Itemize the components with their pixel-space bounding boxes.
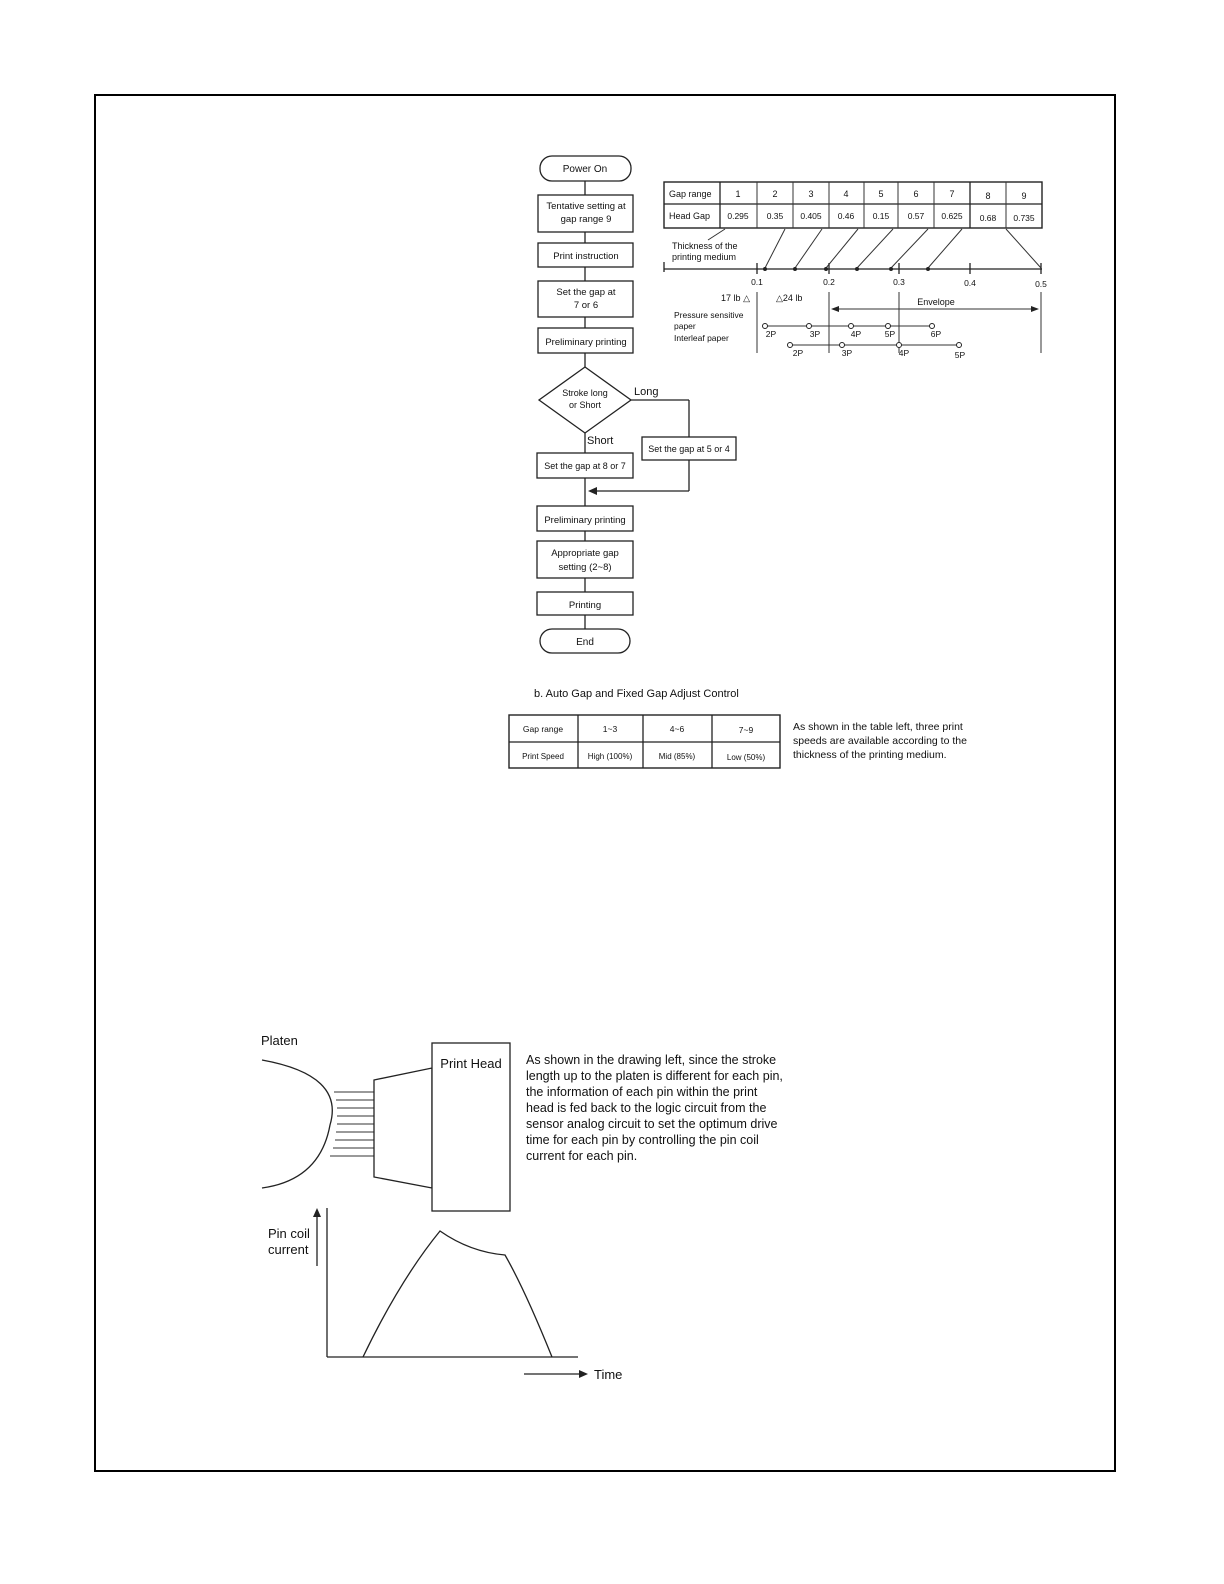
speed-table-row-label: Print Speed bbox=[522, 752, 564, 761]
gap-range-cell: 2 bbox=[772, 189, 778, 199]
flow-printing: Printing bbox=[568, 600, 602, 611]
speed-note-line: thickness of the printing medium. bbox=[793, 749, 947, 761]
y-axis-arrow bbox=[313, 1208, 321, 1217]
speed-table-value: Low (50%) bbox=[726, 753, 766, 762]
thickness-scale bbox=[664, 229, 1047, 360]
flow-short-label: Short bbox=[587, 435, 614, 447]
print-head-desc-line: head is fed back to the logic circuit from the bbox=[526, 1101, 767, 1115]
speed-table-header: 4~6 bbox=[669, 724, 685, 734]
flow-preliminary-2: Preliminary printing bbox=[544, 515, 626, 526]
head-gap-cell: 0.68 bbox=[979, 213, 997, 223]
thickness-label-line2: printing medium bbox=[672, 252, 737, 262]
pressure-part-label: 5P bbox=[884, 329, 896, 339]
time-arrow bbox=[579, 1370, 588, 1378]
scale-tick: 0.5 bbox=[1035, 279, 1047, 289]
gap-range-cell: 1 bbox=[735, 189, 741, 199]
platen-shape bbox=[262, 1060, 332, 1188]
paper-24lb-label: △24 lb bbox=[776, 293, 803, 303]
media-label-paper: paper bbox=[674, 321, 696, 331]
flow-appropriate-line1: Appropriate gap bbox=[551, 548, 619, 559]
interleaf-part-label: 2P bbox=[792, 348, 804, 358]
flow-preliminary-1: Preliminary printing bbox=[545, 337, 627, 348]
gap-range-cell: 3 bbox=[808, 189, 814, 199]
section-b-title: b. Auto Gap and Fixed Gap Adjust Control bbox=[534, 688, 739, 700]
pressure-part-label: 3P bbox=[809, 329, 821, 339]
scale-tick: 0.2 bbox=[823, 277, 835, 287]
thickness-label-line1: Thickness of the bbox=[672, 241, 738, 251]
graph-y-label-line1: Pin coil bbox=[268, 1226, 310, 1241]
flow-decision-line2: or Short bbox=[568, 400, 602, 410]
print-head-desc-line: time for each pin by controlling the pin coil bbox=[526, 1133, 759, 1147]
flow-tentative-line2: gap range 9 bbox=[560, 214, 612, 225]
gap-table bbox=[664, 182, 1042, 228]
speed-note-line: As shown in the table left, three print bbox=[793, 721, 963, 733]
flow-start-label: Power On bbox=[562, 164, 608, 175]
flow-set-gap-7-6-line2: 7 or 6 bbox=[573, 300, 599, 311]
graph-x-label: Time bbox=[594, 1367, 623, 1382]
speed-note-line: speeds are available according to the bbox=[793, 735, 967, 747]
head-gap-cell: 0.295 bbox=[727, 211, 749, 221]
print-head-label: Print Head bbox=[440, 1056, 502, 1071]
print-head-desc-line: length up to the platen is different for each pin, bbox=[526, 1069, 783, 1083]
print-head-desc-line: current for each pin. bbox=[526, 1149, 638, 1163]
flow-long-label: Long bbox=[634, 386, 659, 398]
flow-end-label: End bbox=[576, 637, 594, 648]
gap-table-row-label-range: Gap range bbox=[669, 189, 712, 199]
pressure-part-label: 4P bbox=[850, 329, 862, 339]
gap-table-row-label-headgap: Head Gap bbox=[669, 211, 711, 221]
media-label-interleaf: Interleaf paper bbox=[674, 333, 729, 343]
head-gap-cell: 0.57 bbox=[907, 211, 925, 221]
flow-print-instruction: Print instruction bbox=[553, 251, 619, 262]
print-head-desc-line: As shown in the drawing left, since the stroke bbox=[526, 1053, 777, 1067]
head-gap-cell: 0.35 bbox=[766, 211, 784, 221]
speed-table-header: 7~9 bbox=[738, 725, 754, 735]
speed-table-header: 1~3 bbox=[602, 724, 618, 734]
print-head-desc-line: the information of each pin within the print bbox=[526, 1085, 758, 1099]
flow-appropriate-line2: setting (2~8) bbox=[558, 562, 612, 573]
section-b bbox=[509, 688, 967, 768]
gap-range-cell: 8 bbox=[985, 191, 991, 201]
gap-range-cell: 5 bbox=[878, 189, 884, 199]
envelope-label: Envelope bbox=[917, 297, 955, 307]
scale-tick: 0.4 bbox=[964, 278, 976, 288]
gap-range-cell: 9 bbox=[1021, 191, 1027, 201]
speed-table-value: High (100%) bbox=[587, 752, 633, 761]
scale-tick: 0.3 bbox=[893, 277, 905, 287]
gap-range-cell: 4 bbox=[843, 189, 849, 199]
flow-set-gap-7-6-line1: Set the gap at bbox=[556, 287, 616, 298]
head-gap-cell: 0.46 bbox=[837, 211, 855, 221]
speed-table-header: Gap range bbox=[522, 724, 564, 734]
print-head-desc-line: sensor analog circuit to set the optimum drive bbox=[526, 1117, 778, 1131]
flow-tentative-line1: Tentative setting at bbox=[546, 201, 626, 212]
flow-set-gap-5-4: Set the gap at 5 or 4 bbox=[648, 444, 730, 454]
gap-range-cell: 6 bbox=[913, 189, 919, 199]
flow-decision-line1: Stroke long bbox=[562, 388, 608, 398]
interleaf-part-label: 3P bbox=[841, 348, 853, 358]
head-gap-cell: 0.625 bbox=[941, 211, 963, 221]
graph-y-label-line2: current bbox=[268, 1242, 309, 1257]
interleaf-part-label: 5P bbox=[954, 350, 966, 360]
current-waveform bbox=[363, 1231, 552, 1357]
pressure-part-label: 6P bbox=[930, 329, 942, 339]
interleaf-part-label: 4P bbox=[898, 348, 910, 358]
print-head-drawing bbox=[261, 1033, 783, 1211]
speed-table-value: Mid (85%) bbox=[658, 752, 696, 761]
scale-tick: 0.1 bbox=[751, 277, 763, 287]
print-head-nose bbox=[374, 1068, 432, 1188]
current-graph bbox=[268, 1208, 622, 1382]
paper-17lb-label: 17 lb △ bbox=[721, 293, 750, 303]
flowchart bbox=[537, 156, 736, 653]
pressure-part-label: 2P bbox=[765, 329, 777, 339]
platen-label: Platen bbox=[261, 1033, 298, 1048]
head-gap-cell: 0.405 bbox=[800, 211, 822, 221]
head-gap-cell: 0.735 bbox=[1013, 213, 1035, 223]
head-gap-cell: 0.15 bbox=[872, 211, 890, 221]
gap-range-cell: 7 bbox=[949, 189, 955, 199]
media-label-pressure: Pressure sensitive bbox=[674, 310, 744, 320]
flow-set-gap-8-7: Set the gap at 8 or 7 bbox=[544, 461, 626, 471]
